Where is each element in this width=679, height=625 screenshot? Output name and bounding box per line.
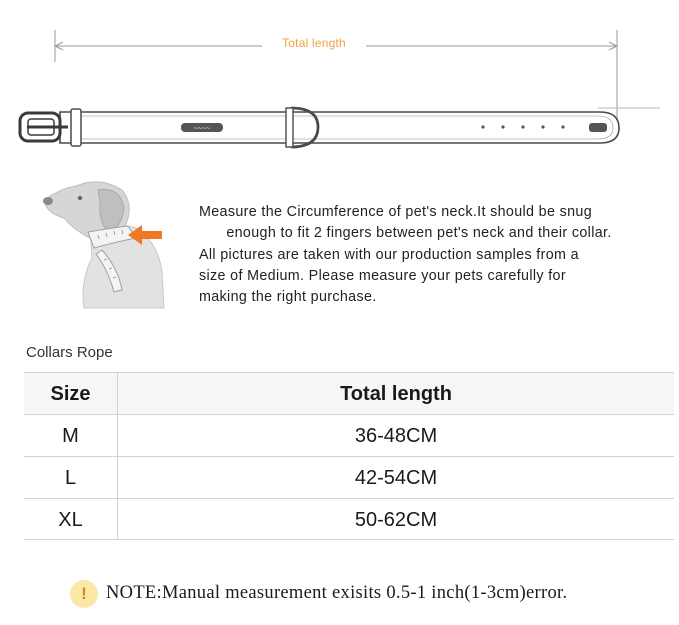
tip-tag-icon xyxy=(589,123,607,132)
table-header-row xyxy=(24,372,674,414)
length-cell: 36-48CM xyxy=(354,425,438,447)
table-row xyxy=(24,456,674,498)
total-length-label: Total length xyxy=(262,36,366,50)
header-size: Size xyxy=(50,383,91,405)
instruction-line-5: making the right purchase. xyxy=(199,289,377,306)
length-cell: 42-54CM xyxy=(354,467,438,489)
instruction-line-4: size of Medium. Please measure your pets carefully for xyxy=(199,267,566,284)
size-cell: M xyxy=(62,425,79,447)
brand-tag-icon xyxy=(181,123,223,133)
size-cell: XL xyxy=(58,509,83,531)
collar-diagram xyxy=(0,0,679,170)
column-divider xyxy=(117,372,118,540)
svg-text:~~~~: ~~~~ xyxy=(193,125,211,133)
dog-neck-measure-icon xyxy=(28,172,178,312)
measurement-instructions xyxy=(199,202,649,308)
instruction-line-3: All pictures are taken with our production samples from a xyxy=(199,246,579,263)
header-total-length: Total length xyxy=(340,383,452,405)
size-chart-table xyxy=(24,372,674,540)
collar-strap xyxy=(60,108,619,147)
size-cell: L xyxy=(64,467,77,489)
length-cell: 50-62CM xyxy=(354,509,438,531)
table-row xyxy=(24,498,674,540)
instruction-line-1: Measure the Circumference of pet's neck.It should be snug xyxy=(199,204,593,220)
exclamation-icon: ! xyxy=(70,580,98,608)
table-caption: Collars Rope xyxy=(26,344,113,361)
note-text: NOTE:Manual measurement exisits 0.5-1 inch(1-3cm)error. xyxy=(106,583,568,603)
table-row xyxy=(24,414,674,456)
instruction-line-2: enough to fit 2 fingers between pet's neck and their collar. xyxy=(226,225,612,242)
